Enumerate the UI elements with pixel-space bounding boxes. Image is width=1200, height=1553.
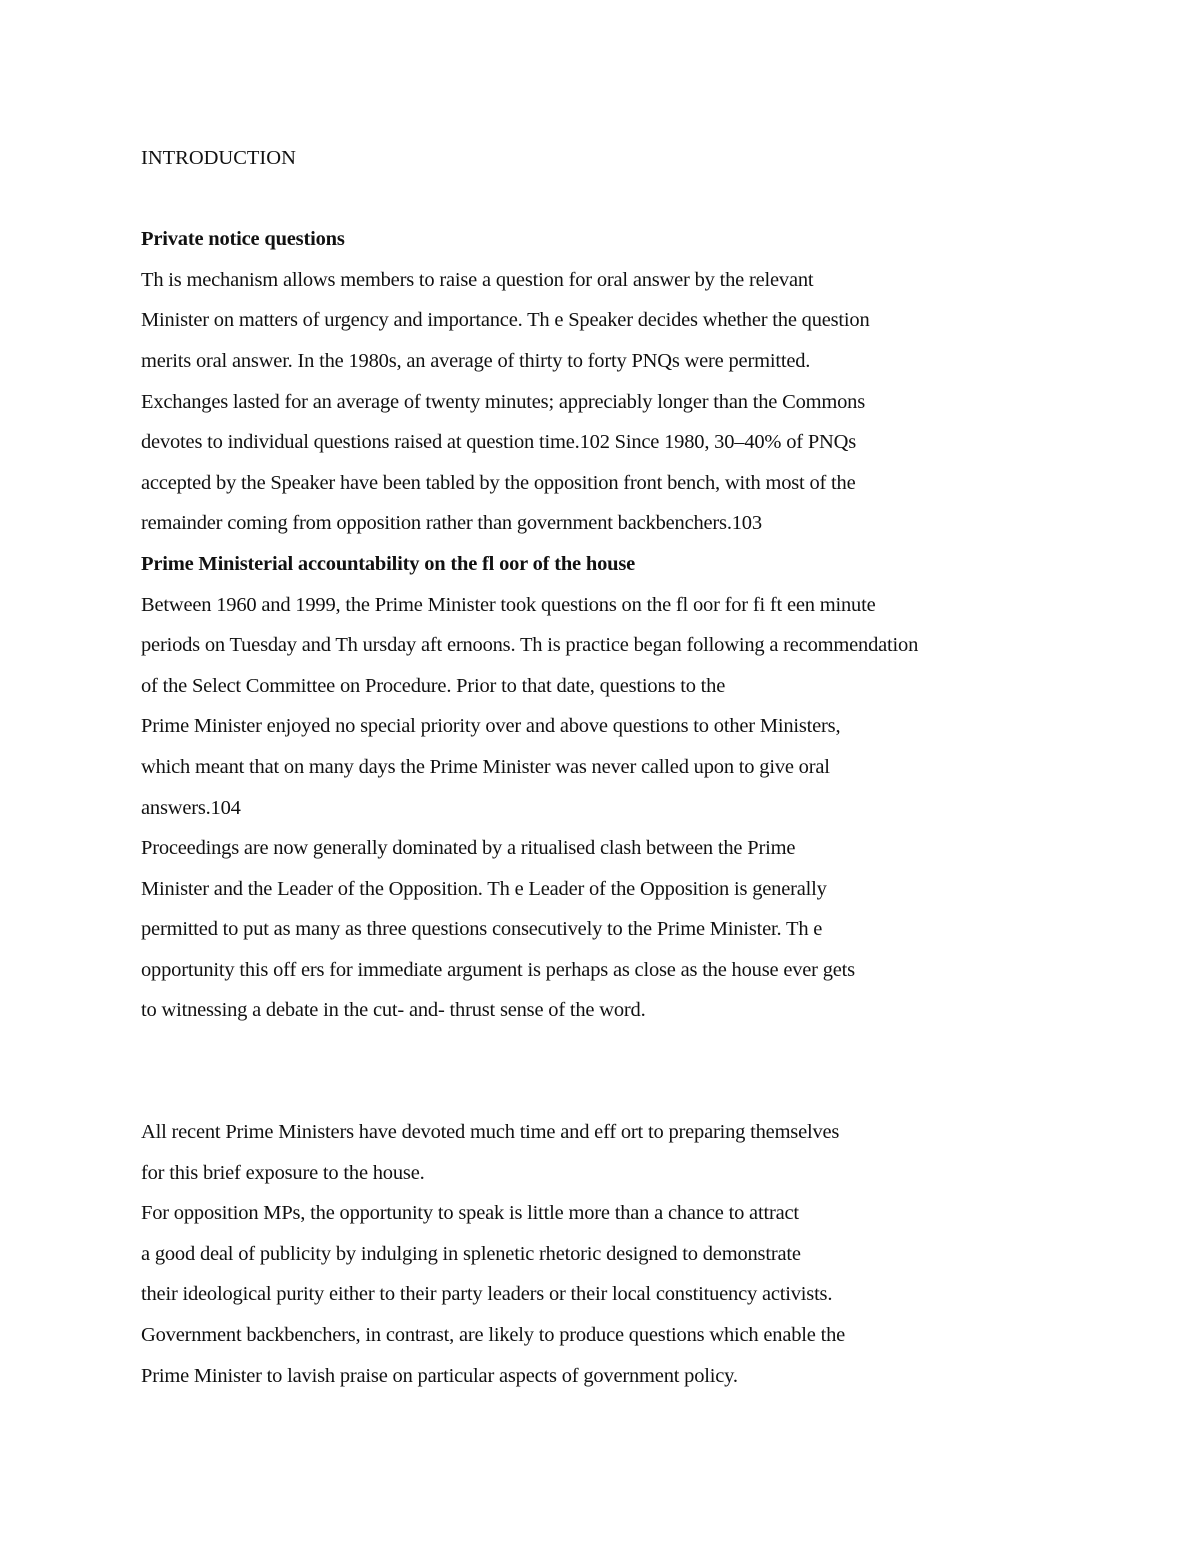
spacer (141, 1031, 1141, 1112)
paragraph-line: a good deal of publicity by indulging in splenetic rhetoric designed to demonstrate (141, 1242, 801, 1265)
paragraph-line: merits oral answer. In the 1980s, an average of thirty to forty PNQs were permitted. (141, 349, 811, 372)
paragraph-line: of the Select Committee on Procedure. Prior to that date, questions to the (141, 674, 726, 697)
paragraph-line: Between 1960 and 1999, the Prime Minister took questions on the fl oor for fi ft een minute (141, 593, 876, 616)
paragraph-line: to witnessing a debate in the cut- and- thrust sense of the word. (141, 999, 646, 1022)
paragraph-line: Minister and the Leader of the Opposition. Th e Leader of the Opposition is generally (141, 877, 827, 900)
section-closing-body (141, 1112, 1141, 1396)
paragraph-line: Minister on matters of urgency and importance. Th e Speaker decides whether the question (141, 309, 870, 332)
paragraph-line: accepted by the Speaker have been tabled by the opposition front bench, with most of the (141, 471, 856, 494)
paragraph-line: Proceedings are now generally dominated by a ritualised clash between the Prime (141, 837, 796, 860)
paragraph-line: for this brief exposure to the house. (141, 1161, 425, 1184)
paragraph-line: periods on Tuesday and Th ursday aft ernoons. Th is practice began following a recommendation (141, 634, 919, 657)
paragraph-line: Prime Minister enjoyed no special priority over and above questions to other Ministers, (141, 715, 841, 738)
document-body (141, 138, 1141, 1396)
paragraph-line: devotes to individual questions raised at question time.102 Since 1980, 30–40% of PNQs (141, 431, 857, 454)
section-heading-private-notice-questions: Private notice questions (141, 228, 345, 251)
paragraph-line: Government backbenchers, in contrast, are likely to produce questions which enable the (141, 1324, 846, 1347)
paragraph-line: remainder coming from opposition rather than government backbenchers.103 (141, 512, 762, 535)
section-heading-prime-ministerial-accountability: Prime Ministerial accountability on the fl oor of the house (141, 552, 636, 575)
paragraph-line: answers.104 (141, 796, 241, 819)
paragraph-line: opportunity this off ers for immediate argument is perhaps as close as the house ever gets (141, 958, 855, 981)
section-private-notice-questions-body (141, 260, 1141, 544)
document-title: INTRODUCTION (141, 147, 296, 169)
paragraph-line: Exchanges lasted for an average of twenty minutes; appreciably longer than the Commons (141, 390, 865, 413)
section-prime-ministerial-accountability-body (141, 585, 1141, 1032)
paragraph-line: permitted to put as many as three questions consecutively to the Prime Minister. Th e (141, 918, 823, 941)
paragraph-line: Th is mechanism allows members to raise a question for oral answer by the relevant (141, 268, 814, 291)
paragraph-line: Prime Minister to lavish praise on particular aspects of government policy. (141, 1364, 738, 1387)
spacer (141, 179, 1141, 220)
paragraph-line: their ideological purity either to their party leaders or their local constituency activists. (141, 1283, 833, 1306)
paragraph-line: For opposition MPs, the opportunity to speak is little more than a chance to attract (141, 1202, 799, 1225)
paragraph-line: which meant that on many days the Prime Minister was never called upon to give oral (141, 755, 830, 778)
paragraph-line: All recent Prime Ministers have devoted much time and eff ort to preparing themselves (141, 1121, 840, 1144)
